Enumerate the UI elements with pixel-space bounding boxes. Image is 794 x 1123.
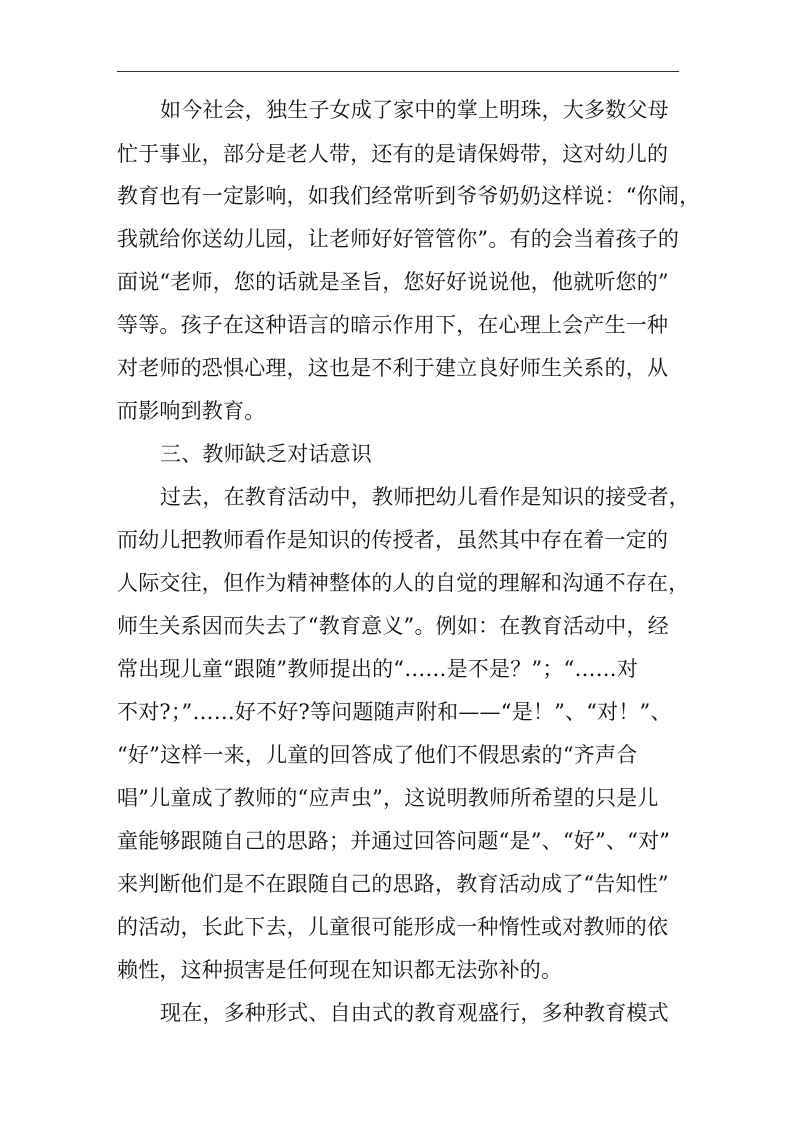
paragraph-line: 过去，在教育活动中，教师把幼儿看作是知识的接受者，: [160, 485, 690, 509]
paragraph-line: 来判断他们是不在跟随自己的思路，教育活动成了“告知性”: [117, 872, 669, 896]
paragraph-line: 忙于事业，部分是老人带，还有的是请保姆带，这对幼儿的: [117, 142, 669, 166]
paragraph-line: 唱”儿童成了教师的“应声虫”，这说明教师所希望的只是儿: [117, 786, 659, 810]
paragraph-line: 对老师的恐惧心理，这也是不利于建立良好师生关系的，从: [117, 356, 669, 380]
paragraph-line: 赖性，这种损害是任何现在知识都无法弥补的。: [117, 958, 563, 982]
paragraph-line: 面说“老师，您的话就是圣旨，您好好说说他，他就听您的”: [117, 270, 669, 294]
paragraph-line: 等等。孩子在这种语言的暗示作用下，在心理上会产生一种: [117, 313, 669, 337]
paragraph-line: 常出现儿童“跟随”教师提出的“……是不是？”；“……对: [117, 657, 639, 681]
paragraph-line: 童能够跟随自己的思路；并通过回答问题“是”、“好”、“对”: [117, 829, 671, 853]
paragraph-line: 现在，多种形式、自由式的教育观盛行，多种教育模式: [160, 1001, 669, 1025]
paragraph-line: 不对?；”……好不好?等问题随声附和——“是！”、“对！”、: [117, 700, 672, 724]
paragraph-line: 师生关系因而失去了“教育意义”。例如：在教育活动中，经: [117, 614, 669, 638]
paragraph-line: 我就给你送幼儿园，让老师好好管管你”。有的会当着孩子的: [117, 227, 680, 251]
header-rule: [117, 71, 679, 72]
section-heading: 三、教师缺乏对话意识: [160, 442, 372, 466]
paragraph-line: 而影响到教育。: [117, 399, 266, 423]
paragraph-line: 教育也有一定影响，如我们经常听到爷爷奶奶这样说：“你闹，: [117, 184, 701, 208]
paragraph-line: 而幼儿把教师看作是知识的传授者，虽然其中存在着一定的: [117, 528, 669, 552]
paragraph-line: “好”这样一来，儿童的回答成了他们不假思索的“齐声合: [117, 743, 638, 767]
paragraph-line: 的活动，长此下去，儿童很可能形成一种惰性或对教师的依: [117, 915, 669, 939]
paragraph-line: 如今社会，独生子女成了家中的掌上明珠，大多数父母: [160, 98, 669, 122]
paragraph-line: 人际交往，但作为精神整体的人的自觉的理解和沟通不存在，: [117, 571, 690, 595]
